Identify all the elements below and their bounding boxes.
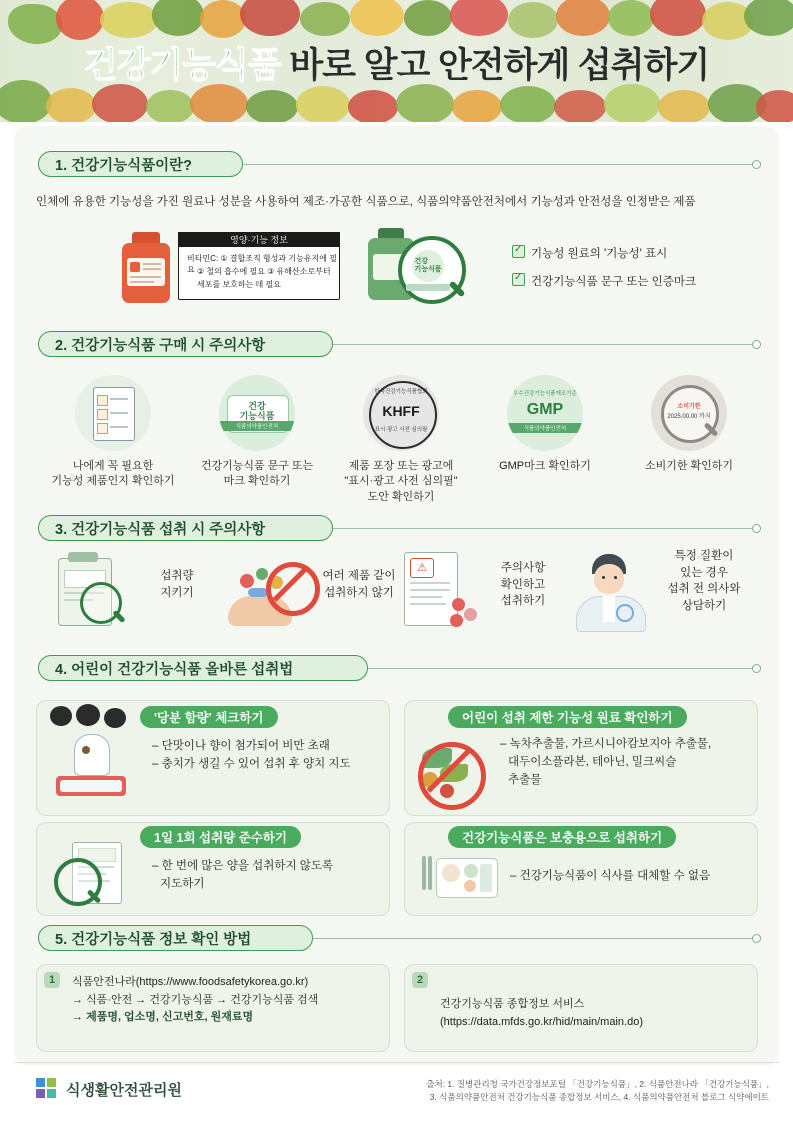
text-line: – 녹차추출물, 가르시니아캄보지아 추출물, [500, 738, 712, 750]
vegetable-decoration [350, 0, 404, 36]
vegetable-decoration [240, 0, 300, 36]
mark-main-text: GMP [526, 401, 564, 418]
section-4-box-3-lines [152, 858, 382, 894]
vegetable-decoration [756, 90, 793, 122]
source-note [426, 1078, 769, 1104]
text-line: 식품안전나라(https://www.foodsafetykorea.go.kr) [72, 976, 309, 988]
teeth-cavity-icon [46, 702, 144, 808]
no-mix-pills-icon [222, 552, 314, 634]
section-2-item-3-caption [326, 459, 476, 505]
section-1-check-2-text: 건강기능식품 문구 또는 인증마크 [531, 276, 697, 288]
source-line: 출처: 1. 질병관리청 국가건강정보포털 「건강기능식품」, 2. 식품안전나라 「건강기능식품」, [426, 1079, 769, 1089]
vegetable-decoration [296, 86, 350, 122]
text-line: – 단맛이나 향이 첨가되어 비만 초래 [152, 740, 330, 752]
section-2-item-1-caption [38, 459, 188, 490]
section-4-box-2-tag [448, 706, 687, 728]
mark-top-text: 우수건강기능식품제조기준 [513, 391, 577, 397]
section-5-box-2-number [412, 972, 428, 988]
vegetable-decoration [396, 84, 454, 122]
caption-line: 있는 경우 [680, 566, 728, 579]
caption-line: GMP마크 확인하기 [499, 460, 591, 472]
footer-divider [14, 1062, 779, 1063]
mark-sub-text: 식품의약품안전처 [219, 421, 295, 431]
mark-top-text: 소비기한 [677, 404, 701, 410]
section-2-item-4 [470, 375, 620, 474]
vegetable-decoration [146, 90, 194, 122]
caption-line: 특정 질환이 [674, 550, 734, 562]
section-5-box-1-number [44, 972, 60, 988]
health-food-mark-icon [219, 375, 295, 451]
section-2-rule [333, 344, 755, 345]
nutrition-label-line-3: 세포를 보호하는 데 필요 [197, 280, 281, 289]
vegetable-decoration [500, 86, 556, 122]
section-3-title [38, 515, 333, 541]
vegetable-decoration [554, 90, 606, 122]
vegetable-decoration [556, 0, 610, 36]
section-5-box-2-number-text: 2 [416, 974, 424, 986]
section-1-lead: 인체에 유용한 기능성을 가진 원료나 성분을 사용하여 제조·가공한 식품으로, 식품의약품안전처에서 기능성과 안전성을 인정받은 제품 [36, 196, 696, 208]
section-4-box-1-lines [152, 738, 382, 774]
source-line: 3. 식품의약품안전처 건강기능식품 종합정보 서비스, 4. 식품의약품안전처 블로그 식약에이트 [429, 1091, 769, 1102]
vegetable-decoration [604, 84, 660, 122]
section-1-check-2 [512, 272, 696, 291]
mark-top-text: 건강 [248, 401, 266, 411]
vegetable-decoration [744, 0, 793, 36]
text-line: 지도하기 [160, 877, 205, 890]
vegetable-decoration [450, 0, 508, 36]
text-line: 건강기능식품 종합정보 서비스 [440, 998, 585, 1010]
restricted-herbs-icon [414, 736, 492, 806]
section-1-check-1 [512, 244, 667, 263]
section-5-box-1-lines [72, 974, 382, 1027]
section-3-item-2-caption [304, 568, 414, 601]
vegetable-decoration [608, 0, 654, 36]
section-5-box-1-number-text: 1 [48, 974, 56, 986]
expiry-date-icon [651, 375, 727, 451]
section-4-box-1-tag-text: '당분 함량' 체크하기 [154, 711, 264, 725]
text-line: 추출물 [508, 773, 542, 786]
text-line: – 충치가 생길 수 있어 섭취 후 양치 지도 [152, 757, 351, 770]
health-food-mark-label: 건강 기능식품 [412, 250, 444, 282]
mark-sub-text: 식품의약품안전처 [507, 423, 583, 433]
vegetable-decoration [92, 84, 148, 122]
dosage-check-icon [46, 552, 134, 632]
page-title-green: 건강기능식품 [83, 46, 281, 85]
doctor-icon [570, 552, 650, 632]
vegetable-decoration [200, 0, 246, 38]
vegetable-decoration [56, 0, 104, 40]
page-title [0, 38, 793, 88]
section-3-rule [333, 528, 755, 529]
nutrition-label-panel [178, 232, 340, 300]
vegetable-decoration [300, 2, 350, 36]
section-4-end-dot [752, 664, 761, 673]
text-line: → 식품·안전 → 건강기능식품 → 건강기능식품 검색 [72, 993, 319, 1006]
mark-main-text: 2025.00.00 까지 [667, 414, 711, 420]
text-arrow: → [72, 1011, 87, 1024]
check-icon [512, 245, 525, 258]
vegetable-decoration [404, 0, 452, 36]
section-3-item-3-caption [478, 560, 568, 610]
vegetable-decoration [508, 2, 558, 38]
nutrition-label-header: 영양·기능 정보 [178, 232, 340, 247]
vegetable-decoration [658, 90, 710, 122]
section-2-title-text: 2. 건강기능식품 구매 시 주의사항 [55, 337, 266, 354]
section-1-title-text: 1. 건강기능식품이란? [55, 157, 193, 174]
text-line: (https://data.mfds.go.kr/hid/main/main.do) [440, 1015, 643, 1028]
text-line [72, 1009, 382, 1027]
caption-line: 건강기능식품 문구 또는 [200, 460, 314, 472]
page-title-black: 바로 알고 안전하게 섭취하기 [289, 46, 710, 85]
vegetable-decoration [152, 0, 204, 36]
section-4-box-3-tag [140, 826, 301, 848]
page-header [0, 0, 793, 122]
section-5-title-text: 5. 건강기능식품 정보 확인 방법 [55, 931, 252, 948]
vegetable-decoration [46, 88, 96, 122]
section-2-end-dot [752, 340, 761, 349]
caption-line: 여러 제품 같이 [322, 570, 396, 582]
section-5-rule [313, 938, 755, 939]
vegetable-decoration [100, 2, 158, 38]
organization-logo-icon [36, 1078, 58, 1100]
gmp-mark-icon [507, 375, 583, 451]
checklist-icon [75, 375, 151, 451]
section-2-item-3 [326, 375, 476, 505]
text-bold: 제품명, 업소명, 신고번호, 원재료명 [86, 1011, 254, 1024]
label-magnifier-icon [54, 836, 138, 908]
section-4-box-4-lines [510, 868, 750, 886]
caption-line: 지키기 [160, 586, 194, 599]
magnifier-icon [398, 236, 462, 300]
caption-line: 섭취하기 [500, 595, 546, 608]
section-5-box-2-lines [440, 996, 750, 1031]
vegetable-decoration [650, 0, 706, 36]
meal-tray-icon [418, 852, 502, 908]
section-1-end-dot [752, 160, 761, 169]
vegetable-decoration [452, 90, 502, 122]
caption-line: 섭취 전 의사와 [667, 583, 741, 596]
section-3-end-dot [752, 524, 761, 533]
section-4-box-1-tag [140, 706, 278, 728]
section-1-title [38, 151, 243, 177]
caption-line: 소비기한 확인하기 [644, 460, 734, 472]
khff-stamp-icon [363, 375, 439, 451]
vegetable-decoration [348, 90, 398, 122]
caption-line: 마크 확인하기 [223, 475, 291, 488]
section-2-item-4-caption [470, 459, 620, 474]
section-2-item-1 [38, 375, 188, 490]
mark-bottom-text: 기능식품 [239, 411, 275, 421]
section-4-box-4-tag-text: 건강기능식품은 보충용으로 섭취하기 [462, 831, 663, 845]
section-2-title [38, 331, 333, 357]
caption-line: 기능성 제품인지 확인하기 [51, 475, 175, 488]
section-4-title [38, 655, 368, 681]
section-3-item-1-caption [132, 568, 222, 601]
section-4-box-2-tag-text: 어린이 섭취 제한 기능성 원료 확인하기 [462, 711, 673, 725]
section-1-rule [243, 164, 755, 165]
section-2-item-5-caption [614, 459, 764, 474]
caption-line: 상담하기 [681, 600, 727, 613]
caption-line: "표시·광고 사전 심의필" [344, 475, 458, 488]
nutrition-label-line-2: ② 철의 흡수에 필요 ③ 유해산소로부터 [197, 267, 331, 276]
section-2-item-2-caption [182, 459, 332, 490]
caption-line: 도안 확인하기 [367, 490, 435, 503]
section-1-check-1-text: 기능성 원료의 '기능성' 표시 [531, 248, 668, 260]
mark-main-text: KHFF [382, 403, 420, 419]
nutrition-label-line-1: 비타민C: ① 결합조직 형성과 기능유지에 필요 [187, 254, 337, 274]
section-3-title-text: 3. 건강기능식품 섭취 시 주의사항 [55, 521, 266, 538]
section-5-end-dot [752, 934, 761, 943]
vegetable-decoration [190, 84, 248, 122]
text-line: – 한 번에 많은 양을 섭취하지 않도록 [152, 860, 334, 872]
caption-line: 확인하고 [500, 578, 546, 591]
section-4-title-text: 4. 어린이 건강기능식품 올바른 섭취법 [55, 661, 294, 678]
section-2-item-2 [182, 375, 332, 490]
section-4-box-4-tag [448, 826, 676, 848]
section-4-box-3-tag-text: 1일 1회 섭취량 준수하기 [154, 831, 287, 845]
vegetable-decoration [246, 90, 298, 122]
section-3-item-4-caption [652, 548, 756, 615]
caption-line: 주의사항 [500, 562, 546, 574]
section-5-title [38, 925, 313, 951]
check-icon [512, 273, 525, 286]
caption-line: 섭취하지 않기 [324, 586, 394, 599]
caption-line: 섭취량 [160, 570, 194, 582]
caption-line: 제품 포장 또는 광고에 [348, 460, 454, 472]
mark-bottom-text: 표시·광고 사전 심의필 [374, 427, 428, 433]
caption-line: 나에게 꼭 필요한 [72, 460, 154, 472]
text-line: 대두이소플라본, 테아닌, 밀크씨슬 [508, 755, 677, 768]
caution-document-icon: ⚠ [402, 548, 482, 636]
section-2-item-5 [614, 375, 764, 474]
section-4-rule [368, 668, 755, 669]
section-4-box-2-lines [500, 736, 746, 789]
text-line: – 건강기능식품이 식사를 대체할 수 없음 [510, 870, 711, 882]
organization-name: 식생활안전관리원 [66, 1082, 182, 1099]
mark-top-text: 한국건강기능식품협회 [374, 389, 428, 395]
